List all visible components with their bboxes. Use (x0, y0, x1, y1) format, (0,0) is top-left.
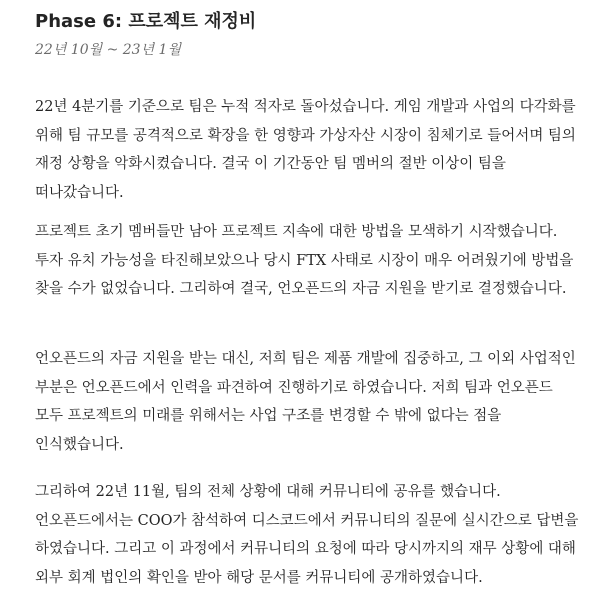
paragraph-restructure: 언오픈드의 자금 지원을 받는 대신, 저희 팀은 제품 개발에 집중하고, 그 이외 사업적인 부분은 언오픈드에서 인력을 파견하여 진행하기로 하였습니다. 저희 팀과 언오픈드 모두 프로젝트의 미래를 위해서는 사업 구조를 변경할 수 밖에 없다는 점을 인식했습니다. (35, 351, 576, 453)
date-range: 22년 10월 ~ 23년 1월 (35, 42, 181, 58)
section-heading: Phase 6: 프로젝트 재정비 (35, 11, 257, 32)
paragraph-deficit: 22년 4분기를 기준으로 팀은 누적 적자로 돌아섰습니다. 게임 개발과 사업의 다각화를 위해 팀 규모를 공격적으로 확장을 한 영향과 가상자산 시장이 침체기로 들어서며 팀의 재정 상황을 악화시켰습니다. 결국 이 기간동안 팀 멤버의 절반 이상이 팀을 떠나갔습니다. (35, 99, 576, 201)
paragraph-community-update: 그리하여 22년 11월, 팀의 전체 상황에 대해 커뮤니티에 공유를 했습니다. 언오픈드에서는 COO가 참석하여 디스코드에서 커뮤니티의 질문에 실시간으로 답변을 하였습니다. 그리고 이 과정에서 커뮤니티의 요청에 따라 당시까지의 재무 상황에 대해 외부 회계 법인의 확인을 받아 해당 문서를 커뮤니티에 공개하였습니다. (35, 484, 579, 586)
paragraph-funding: 프로젝트 초기 멤버들만 남아 프로젝트 지속에 대한 방법을 모색하기 시작했습니다. 투자 유치 가능성을 타진해보았으나 당시 FTX 사태로 시장이 매우 어려웠기에 방법을 찾을 수가 없었습니다. 그리하여 결국, 언오픈드의 자금 지원을 받기로 결정했습니다. (35, 224, 574, 297)
